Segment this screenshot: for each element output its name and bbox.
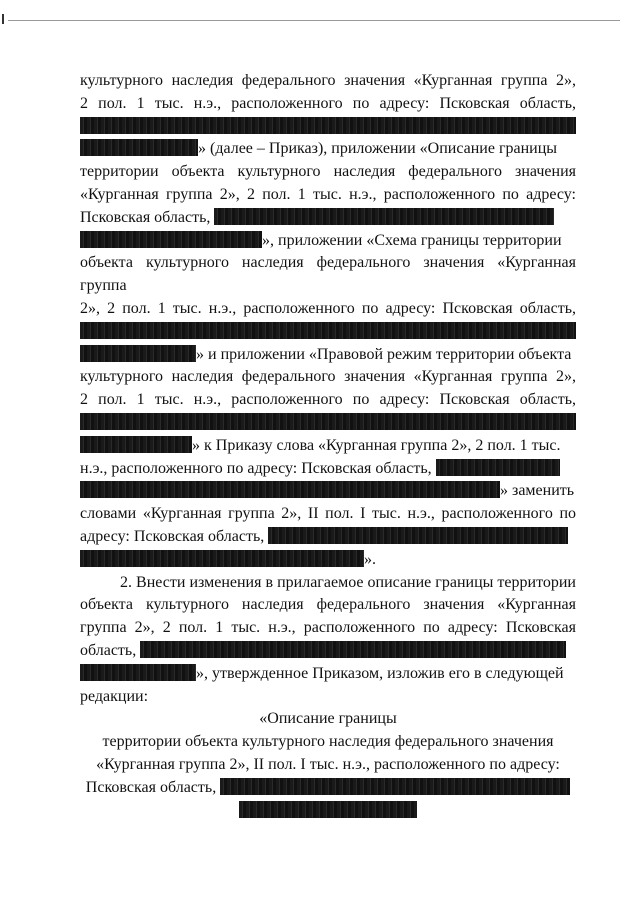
redaction-block [80,231,262,248]
redaction-block [436,459,560,476]
text-line: территории объекта культурного наследия федерального значения [80,163,576,181]
text-line: группа 2», 2 пол. 1 тыс. н.э., расположенного по адресу: Псковская [80,619,576,637]
document-page [80,70,576,822]
scan-top-edge [0,14,640,24]
redaction-block [80,345,196,362]
redacted-line [80,116,576,139]
text-line [80,549,576,572]
text-fragment: », приложении «Схема границы территории [262,231,562,249]
text-line: 2», 2 пол. 1 тыс. н.э., расположенного по адресу: Псковская область, [80,299,576,317]
redaction-block [80,481,500,498]
text-fragment: » и приложении «Правовой режим территории объекта [196,345,572,363]
section-heading: территории объекта культурного наследия федерального значения [102,733,554,751]
text-fragment: область, [80,641,137,659]
text-fragment: адресу: Псковская область, [80,527,265,545]
text-fragment: ». [364,550,376,568]
redaction-block [140,641,566,658]
text-fragment: Псковская область, [85,778,217,796]
redacted-line [80,800,576,823]
text-line [80,230,576,253]
text-fragment: » заменить [500,482,575,500]
redaction-block [220,778,570,795]
redaction-block [80,322,576,339]
redaction-block [214,208,554,225]
text-fragment: », утвержденное Приказом, изложив его в следующей [196,664,564,682]
text-fragment: н.э., расположенного по адресу: Псковская область, [80,459,432,477]
redaction-block [80,550,364,567]
text-line: 2 пол. 1 тыс. н.э., расположенного по адресу: Псковская область, [80,94,576,112]
redaction-block [80,117,576,134]
text-line [80,207,576,230]
text-fragment: » к Приказу слова «Курганная группа 2», 2 пол. 1 тыс. [192,436,561,454]
text-line: объекта культурного наследия федерального значения «Курганная группа [80,254,576,295]
text-line [80,480,576,503]
text-line: культурного наследия федерального значения «Курганная группа 2», [80,72,576,89]
text-line: «Курганная группа 2», 2 пол. 1 тыс. н.э., расположенного по адресу: [80,185,576,203]
text-fragment: » (далее – Приказ), приложении «Описание границы [198,140,558,158]
redaction-block [239,801,417,818]
redaction-block [80,413,576,430]
text-fragment: Псковская область, [80,208,211,226]
text-line: объекта культурного наследия федерального значения «Курганная [80,596,576,614]
text-line: 2. Внести изменения в прилагаемое описание границы территории [120,573,576,591]
text-line: 2 пол. 1 тыс. н.э., расположенного по адресу: Псковская область, [80,391,576,409]
redaction-block [80,139,198,156]
text-line [80,344,576,367]
section-heading [80,777,576,800]
text-line: культурного наследия федерального значения «Курганная группа 2», [80,368,576,386]
redaction-block [80,664,196,681]
redacted-line [80,412,576,435]
section-heading: «Курганная группа 2», II пол. I тыс. н.э., расположенного по адресу: [96,755,560,773]
text-line [80,435,576,458]
text-line [80,526,576,549]
text-line [80,640,576,663]
redaction-block [80,436,192,453]
text-line: словами «Курганная группа 2», II пол. I тыс. н.э., расположенного по [80,505,576,523]
scan-mark [2,14,4,24]
redaction-block [268,527,568,544]
text-line: редакции: [80,687,149,705]
text-line [80,458,576,481]
text-line [80,663,576,686]
scan-border-line [8,20,620,21]
section-heading: «Описание границы [259,710,397,728]
text-line [80,138,576,161]
redacted-line [80,321,576,344]
